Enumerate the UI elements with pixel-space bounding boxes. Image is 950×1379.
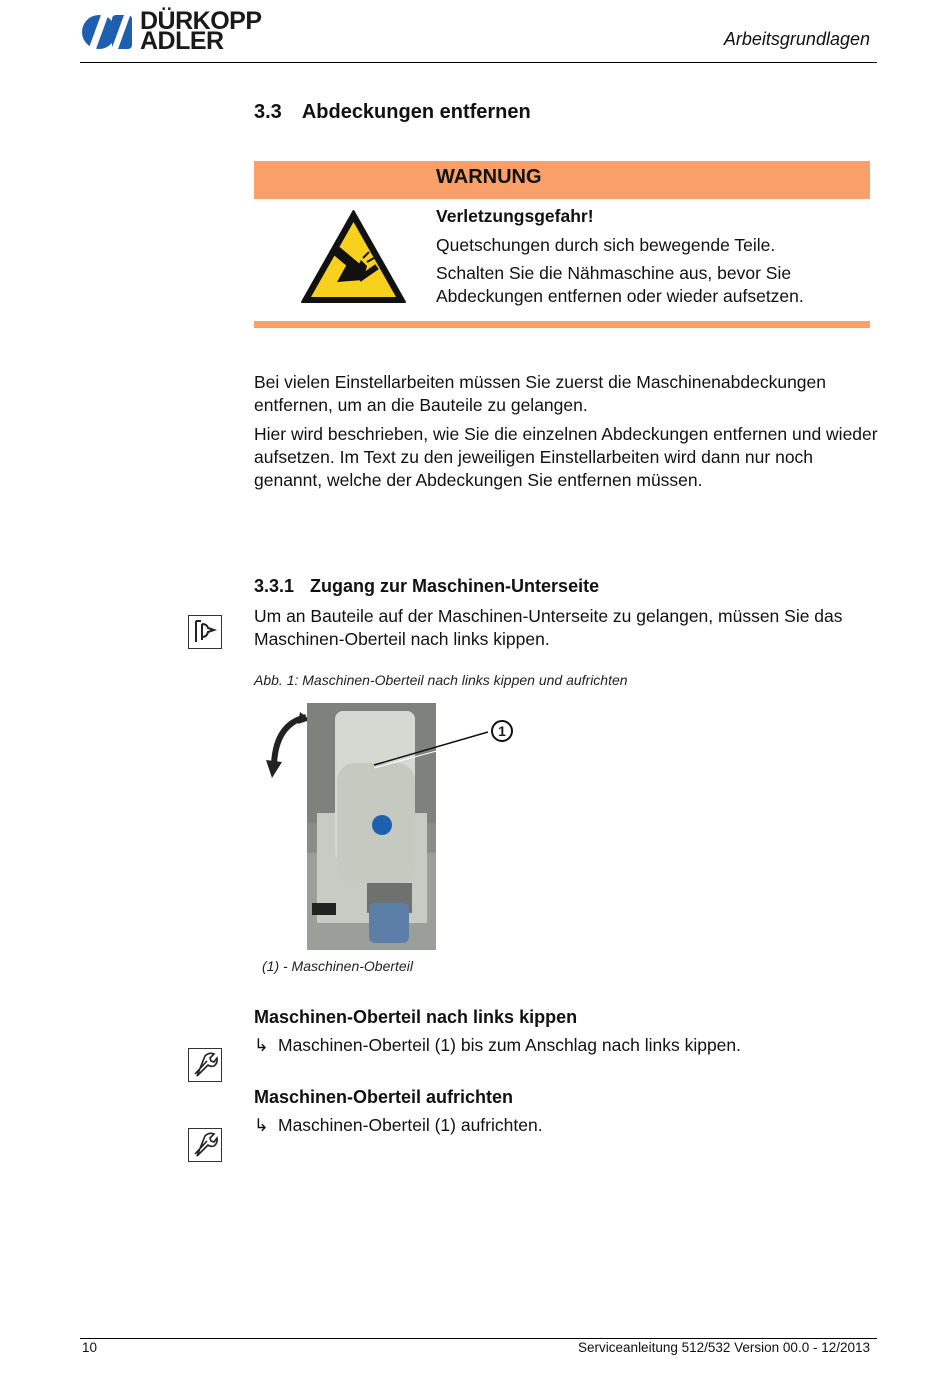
warning-line: Schalten Sie die Nähmaschine aus, bevor Sie — [436, 263, 792, 283]
information-icon — [188, 615, 222, 649]
warning-label: WARNUNG — [436, 166, 542, 188]
warning-bottom-bar — [254, 321, 870, 328]
step-text: Maschinen-Oberteil (1) bis zum Anschlag nach links kippen. — [278, 1035, 741, 1055]
subsection-title: Zugang zur Maschinen-Unterseite — [310, 576, 600, 596]
subsection-heading — [254, 576, 599, 597]
intro-paragraph: Hier wird beschrieben, wie Sie die einzelnen Abdeckungen entfernen und wieder aufsetzen. Im Text zu den jeweiligen Einstellarbeiten wird dann nur noch genannt, welche der Abdeckungen Sie entfernen müssen. — [254, 424, 878, 490]
intro-paragraph: Bei vielen Einstellarbeiten müssen Sie zuerst die Maschinenabdeckungen entfernen, um an die Bauteile zu gelangen. — [254, 372, 827, 415]
crush-hazard-icon — [299, 208, 408, 305]
warning-heading: Verletzungsgefahr! — [436, 206, 594, 226]
callout-leader — [370, 725, 490, 770]
page-number: 10 — [82, 1340, 98, 1355]
section-heading — [254, 101, 531, 124]
subsection-text: Um an Bauteile auf der Maschinen-Unterseite zu gelangen, müssen Sie das Maschinen-Oberteil nach links kippen. — [254, 606, 843, 649]
warning-line: Quetschungen durch sich bewegende Teile. — [436, 235, 776, 255]
figure-legend: (1) - Maschinen-Oberteil — [262, 958, 413, 974]
step-text: Maschinen-Oberteil (1) aufrichten. — [278, 1115, 543, 1135]
wrench-icon — [188, 1048, 222, 1082]
warning-bar — [254, 161, 870, 199]
warning-line: Abdeckungen entfernen oder wieder aufsetzen. — [436, 286, 804, 306]
document-info: Serviceanleitung 512/532 Version 00.0 - 12/2013 — [578, 1340, 870, 1355]
step-instruction — [254, 1035, 741, 1056]
rotate-arrow-icon — [262, 712, 312, 782]
header-divider — [80, 62, 877, 63]
section-title: Abdeckungen entfernen — [301, 101, 531, 123]
brand-logo — [80, 7, 270, 55]
step-heading: Maschinen-Oberteil aufrichten — [254, 1087, 514, 1107]
logo-mark-icon — [80, 10, 136, 54]
brand-name-line1: DÜRKOPP — [140, 7, 262, 35]
result-arrow-icon: ↳ — [254, 1115, 269, 1135]
result-arrow-icon: ↳ — [254, 1035, 269, 1055]
subsection-number: 3.3.1 — [254, 576, 295, 596]
figure-caption: Abb. 1: Maschinen-Oberteil nach links kippen und aufrichten — [254, 672, 628, 688]
chapter-title: Arbeitsgrundlagen — [723, 29, 870, 49]
callout-number: 1 — [491, 720, 513, 742]
footer-divider — [80, 1338, 877, 1339]
wrench-icon — [188, 1128, 222, 1162]
step-instruction — [254, 1115, 543, 1136]
brand-name-line2: ADLER — [140, 27, 224, 55]
step-heading: Maschinen-Oberteil nach links kippen — [254, 1007, 578, 1027]
section-number: 3.3 — [254, 101, 282, 123]
